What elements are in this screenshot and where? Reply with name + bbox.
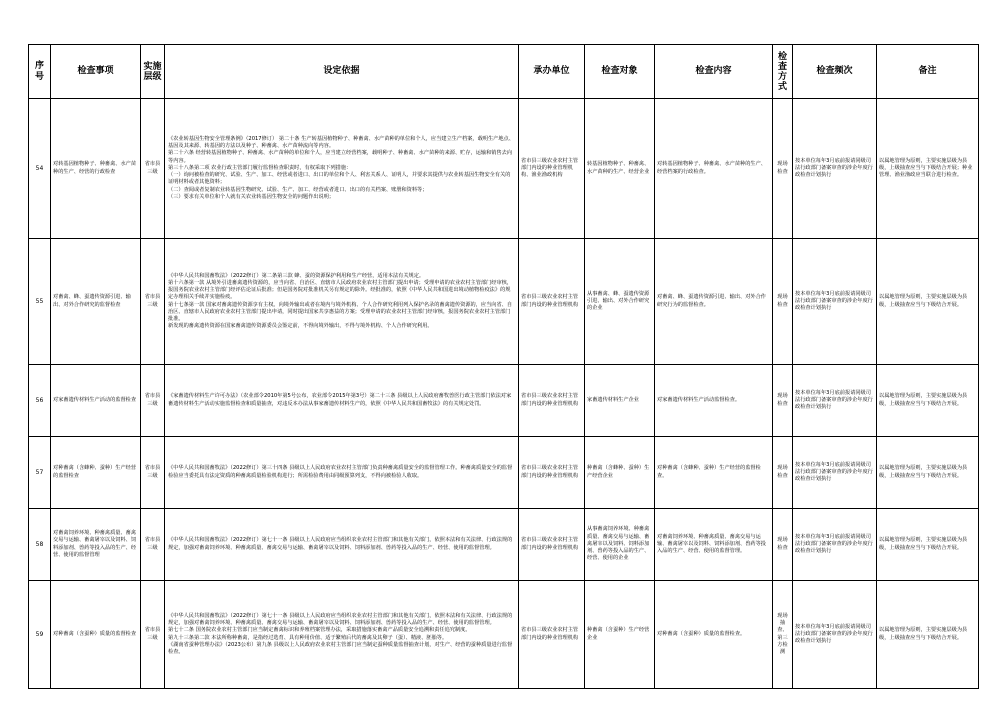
row-note: 以属地管理为原则，主要实施层级为县级，上级抽查应当与下级结合开展。 <box>877 437 979 509</box>
row-level: 省市县三级 <box>141 239 165 365</box>
table-row <box>29 509 979 581</box>
table-row <box>29 99 979 239</box>
row-target: 家畜遗传材料生产企业 <box>585 365 655 437</box>
row-unit: 省市县三级农业农村主管部门内设的种业管理机构 <box>519 509 585 581</box>
row-level: 省市县三级 <box>141 581 165 689</box>
inspection-table-sheet <box>28 44 978 682</box>
table-row <box>29 581 979 689</box>
row-level: 省市县三级 <box>141 437 165 509</box>
row-content: 对种畜禽（含蜂种、蚕种）生产经营的监督检查。 <box>655 437 773 509</box>
row-item: 对转基因植物种子、种畜禽、水产苗种的生产、经营的行政检查 <box>51 99 141 239</box>
row-freq: 按本单位每年3月底前报请同级司法行政部门备案审查的涉企年度行政检查计划执行 <box>793 509 877 581</box>
table-row <box>29 239 979 365</box>
header-note: 备注 <box>877 45 979 99</box>
row-unit: 省市县三级农业农村主管部门内设的种业管理机构 <box>519 239 585 365</box>
row-note: 以属地管理为原则，主要实施层级为县级，上级抽查应当与下级结合开展；种业管理、渔业渔政应当联合进行检查。 <box>877 99 979 239</box>
row-target: 从事畜禽、蜂、蚕遗传资源引进、输出、对外合作研究的企业 <box>585 239 655 365</box>
row-unit: 省市县三级农业农村主管部门内设的种业管理机构 <box>519 581 585 689</box>
row-note: 以属地管理为原则，主要实施层级为县级，上级抽查应当与下级结合开展。 <box>877 581 979 689</box>
row-basis: 《农业转基因生物安全管理条例》（2017修订） 第二十条 生产转基因植物种子、种畜禽、水产苗种的单位和个人，应当建立生产档案，载明生产地点、基因及其来源、转基因的方法以及种子、种畜禽、水产苗种流向等内容。 第二十六条 经营转基因植物种子、种畜禽、水产苗种的单位和个人，应当建立经营档案，载明种子、种畜禽、水产苗种的来源、贮存，运输和销售去向等内容。 第三十八条第二项 农业行政主管部门履行监督检查职责时，有权采取下列措施： （一）询问被检查的研究、试验、生产、加工、经营或者进口、出口的单位和个人、利害关系人、证明人，并要求其提供与农业转基因生物安全有关的证明材料或者其他资料； （二）查阅或者复制农业转基因生物研究、试验、生产、加工、经营或者进口、出口的有关档案、账册和资料等； （三）要求有关单位和个人就有关农业转基因生物安全的问题作出说明； <box>165 99 519 239</box>
row-basis: 《中华人民共和国畜牧法》（2022修订）第七十一条 县级以上人民政府应当组织农业农村主管部门和其他有关部门，依照本法和有关法律、行政法规的规定，加强对畜禽饲养环境、种畜禽质量、畜禽交易与运输、畜禽屠宰以及饲料、饲料添加剂、兽药等投入品的生产、经营、使用的监督管理。 <box>165 509 519 581</box>
row-content: 对种畜禽（含蚕种）质量的监督检查。 <box>655 581 773 689</box>
row-unit: 省市县三级农业农村主管部门内设的种业管理机构 <box>519 437 585 509</box>
row-method: 现场检查 <box>773 365 793 437</box>
table-row <box>29 365 979 437</box>
row-freq: 按本单位每年3月底前报请同级司法行政部门备案审查的涉企年度行政检查计划执行 <box>793 99 877 239</box>
row-no: 58 <box>29 509 51 581</box>
row-method: 现场检查 <box>773 437 793 509</box>
row-level: 省市县三级 <box>141 509 165 581</box>
row-no: 54 <box>29 99 51 239</box>
row-target: 种畜禽（含蜂种、蚕种）生产经营企业 <box>585 437 655 509</box>
header-row <box>29 45 979 99</box>
row-level: 省市县三级 <box>141 99 165 239</box>
row-target: 种畜禽（含蚕种）生产经营企业 <box>585 581 655 689</box>
row-basis: 《中华人民共和国畜牧法》（2022修订）第七十一条 县级以上人民政府应当组织农业农村主管部门和其他有关部门，依照本法和有关法律、行政法规的规定，加强对畜禽饲养环境、种畜禽质量、畜禽交易与运输、畜禽屠宰以及饲料、饲料添加剂、兽药等投入品的生产、经营、使用的监督管理。 第七十二条 国务院农业农村主管部门应当制定畜禽标识和养殖档案管理办法，采取措施落实畜禽产品质量安全追溯和责任追究制度。 第九十三条第二款 本法所称种畜禽，是指经过选育、具有种用价值、适于繁殖后代的畜禽及其卵子（蛋）、精液、胚胎等。 《湖南省蚕种管理办法》（2023公布）第九条 县级以上人民政府农业农村主管部门应当制定蚕种质量监督抽查计划，对生产、经营的蚕种质量进行监督检查。 <box>165 581 519 689</box>
row-freq: 按本单位每年3月底前报请同级司法行政部门备案审查的涉企年度行政检查计划执行 <box>793 239 877 365</box>
row-method: 现场检查 <box>773 99 793 239</box>
row-method: 现场检查 <box>773 509 793 581</box>
table-row <box>29 437 979 509</box>
row-method: 现场检查 <box>773 239 793 365</box>
row-note: 以属地管理为原则，主要实施层级为县级，上级抽查应当与下级结合开展。 <box>877 239 979 365</box>
row-item: 对种畜禽（含蚕种）质量的监督检查 <box>51 581 141 689</box>
row-freq: 按本单位每年3月底前报请同级司法行政部门备案审查的涉企年度行政检查计划执行 <box>793 581 877 689</box>
row-note: 以属地管理为原则，主要实施层级为县级，上级抽查应当与下级结合开展。 <box>877 365 979 437</box>
header-content: 检查内容 <box>655 45 773 99</box>
row-basis: 《中华人民共和国畜牧法》（2022修订）第三十四条 县级以上人民政府农业农村主管部门负责种畜禽质量安全的监督管理工作。种畜禽质量安全的监督检验应当委托具有法定资质的种畜禽质量检验机构进行；所需检验费用由同级预算列支，不得向被检验人收取。 <box>165 437 519 509</box>
header-no: 序号 <box>29 45 51 99</box>
row-freq: 按本单位每年3月底前报请同级司法行政部门备案审查的涉企年度行政检查计划执行 <box>793 365 877 437</box>
row-basis: 《家畜遗传材料生产许可办法》（农业部令2010年第5号公布，农业部令2015年第3号）第二十三条 县级以上人民政府畜牧兽医行政主管部门依法对家畜遗传材料生产活动实施监督检查和质量抽查，对违反本办法从事家畜遗传材料生产的，依照《中华人民共和国畜牧法》的有关规定处罚。 <box>165 365 519 437</box>
row-content: 对家畜遗传材料生产活动监督检查。 <box>655 365 773 437</box>
header-item: 检查事项 <box>51 45 141 99</box>
row-content: 对畜禽、蜂、蚕遗传资源引进、输出、对外合作研究行为的监督检查。 <box>655 239 773 365</box>
row-level: 省市县三级 <box>141 365 165 437</box>
header-level: 实施层级 <box>141 45 165 99</box>
row-note: 以属地管理为原则，主要实施层级为县级，上级抽查应当与下级结合开展。 <box>877 509 979 581</box>
row-content: 对畜禽饲养环境、种畜禽质量、畜禽交易与运输、畜禽屠宰以及饲料、饲料添加剂、兽药等投入品的生产、经营、使用的监督管理。 <box>655 509 773 581</box>
header-method: 检查方式 <box>773 45 793 99</box>
row-item: 对家畜遗传材料生产活动的监督检查 <box>51 365 141 437</box>
row-no: 55 <box>29 239 51 365</box>
header-unit: 承办单位 <box>519 45 585 99</box>
row-target: 从事畜禽饲养环境、种畜禽质量、畜禽交易与运输、畜禽屠宰以及饲料、饲料添加剂、兽药等投入品的生产、经营、使用的企业 <box>585 509 655 581</box>
row-unit: 省市县三级农业农村主管部门内设的种业管理机构、渔业渔政机构 <box>519 99 585 239</box>
row-basis: 《中华人民共和国畜牧法》（2022修订）第二条第三款 蜂、蚕的资源保护利用和生产经营，适用本法有关规定。 第十六条第一款 从境外引进畜禽遗传资源的，应当向省、自治区、直辖市人民政府农业农村主管部门提出申请；受理申请的农业农村主管部门经审核，报国务院农业农村主管部门经评估论证后批准；但是国务院对批准机关另有规定的除外。经批准的，依照《中华人民共和国进出境动植物检疫法》的规定办理相关手续并实施检疫。 第十七条第一款 国家对畜禽遗传资源享有主权。向境外输出或者在境内与境外机构、个人合作研究利用列入保护名录的畜禽遗传资源的，应当向省、自治区、直辖市人民政府农业农村主管部门提出申请，同时提出国家共享惠益的方案；受理申请的农业农村主管部门经审核，报国务院农业农村主管部门批准。 新发现的畜禽遗传资源在国家畜禽遗传资源委员会鉴定前，不得向境外输出，不得与境外机构、个人合作研究利用。 <box>165 239 519 365</box>
inspection-table <box>28 44 979 689</box>
row-freq: 按本单位每年3月底前报请同级司法行政部门备案审查的涉企年度行政检查计划执行 <box>793 437 877 509</box>
row-no: 57 <box>29 437 51 509</box>
row-unit: 省市县三级农业农村主管部门内设的种业管理机构 <box>519 365 585 437</box>
row-item: 对畜禽、蜂、蚕遗传资源引进、输出、对外合作研究的监督检查 <box>51 239 141 365</box>
header-target: 检查对象 <box>585 45 655 99</box>
header-freq: 检查频次 <box>793 45 877 99</box>
row-no: 59 <box>29 581 51 689</box>
row-item: 对畜禽饲养环境、种畜禽质量、畜禽交易与运输、畜禽屠宰以及饲料、饲料添加剂、兽药等投入品的生产、经营、使用的监督管理 <box>51 509 141 581</box>
header-basis: 设定依据 <box>165 45 519 99</box>
row-item: 对种畜禽（含蜂种、蚕种）生产经营的监督检查 <box>51 437 141 509</box>
row-no: 56 <box>29 365 51 437</box>
row-content: 对转基因植物种子、种畜禽、水产苗种的生产、经营档案的行政检查。 <box>655 99 773 239</box>
row-method: 现场抽查、第三方检测 <box>773 581 793 689</box>
row-target: 转基因植物种子、种畜禽、水产苗种的生产、经营企业 <box>585 99 655 239</box>
